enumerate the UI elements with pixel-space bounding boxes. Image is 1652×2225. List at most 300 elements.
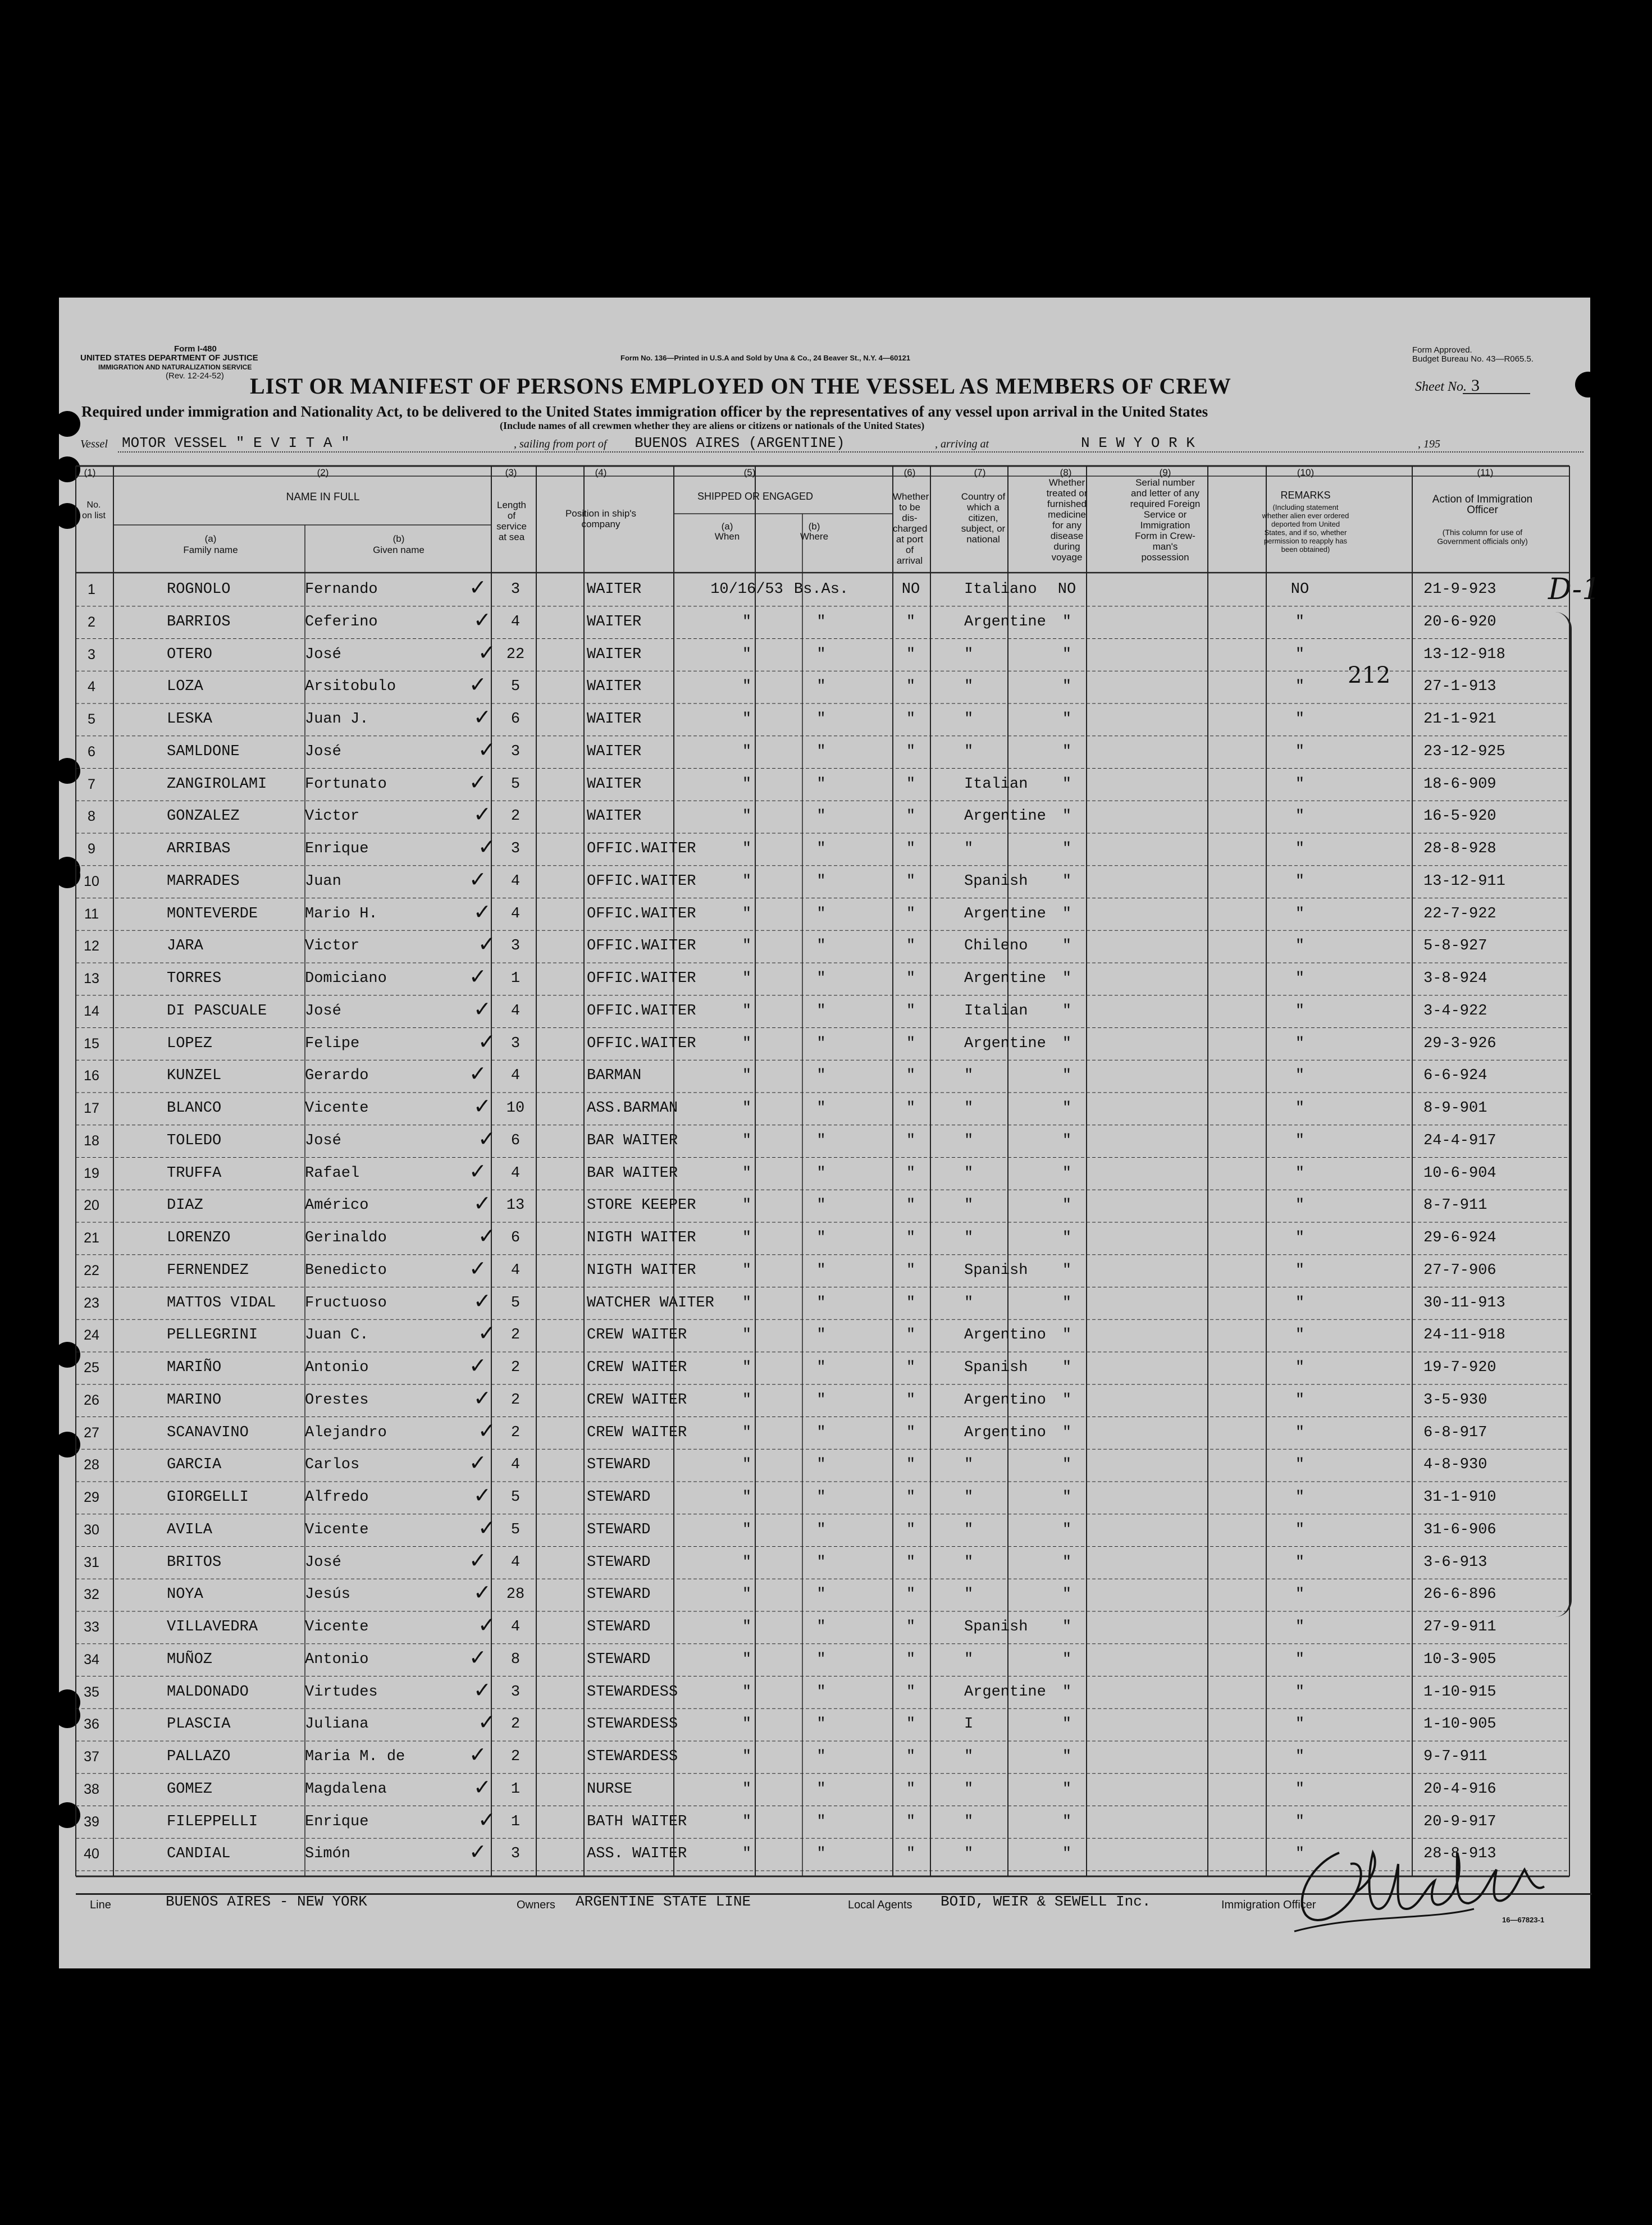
action: 10-6-904: [1423, 1164, 1496, 1182]
given-name: Rafael: [305, 1164, 360, 1182]
discharged: ": [906, 1489, 916, 1506]
row-number: 5: [88, 711, 95, 727]
shipped-when: ": [742, 1619, 752, 1635]
family-name: MONTEVERDE: [167, 905, 258, 922]
given-name: Antonio: [305, 1359, 369, 1376]
remarks: ": [1295, 1683, 1305, 1701]
remarks: ": [1295, 1424, 1305, 1441]
shipped-when: ": [742, 1683, 752, 1701]
action: 27-9-911: [1423, 1619, 1496, 1635]
discharged: ": [906, 970, 916, 987]
action: 8-7-911: [1423, 1197, 1487, 1214]
country: ": [964, 1100, 974, 1117]
given-name: Vicente: [305, 1619, 369, 1635]
medicine: ": [1062, 1489, 1072, 1506]
remarks: ": [1295, 1132, 1305, 1149]
family-name: LESKA: [167, 711, 213, 728]
header-when: When: [714, 531, 740, 542]
family-name: GIORGELLI: [167, 1489, 249, 1506]
country: Argentino: [964, 1424, 1046, 1441]
remarks: ": [1295, 1521, 1305, 1538]
family-name: MARRADES: [167, 872, 240, 890]
col-number-8: (8): [1060, 467, 1072, 478]
remarks: ": [1295, 711, 1305, 728]
position: STEWARD: [587, 1651, 651, 1668]
row-number: 20: [84, 1198, 99, 1214]
check-mark: ✓: [469, 1158, 487, 1184]
given-name: Ceferino: [305, 613, 378, 631]
col-number-10: (10): [1297, 467, 1315, 478]
position: WAITER: [587, 581, 642, 598]
check-mark: ✓: [473, 802, 491, 827]
check-mark: ✓: [469, 769, 487, 794]
col-number-5: (5): [743, 467, 756, 478]
position: STEWARD: [587, 1456, 651, 1474]
shipped-where: ": [816, 1197, 826, 1214]
position: STEWARD: [587, 1619, 651, 1635]
shipped-when: ": [742, 1035, 752, 1052]
given-name: Orestes: [305, 1391, 369, 1409]
medicine: ": [1062, 1067, 1072, 1085]
medicine: ": [1062, 1230, 1072, 1246]
check-mark: ✓: [473, 1288, 491, 1313]
header-serial: Serial number and letter of any required Foreign Service or Immigration Form in Crew- man's possession: [1130, 477, 1201, 563]
action: 23-12-925: [1423, 743, 1505, 760]
family-name: FERNENDEZ: [167, 1262, 249, 1279]
discharged: ": [906, 1391, 916, 1409]
check-mark: ✓: [473, 1385, 491, 1410]
discharged: ": [906, 1197, 916, 1214]
discharged: ": [906, 1035, 916, 1052]
country: ": [964, 1845, 974, 1863]
given-name: Américo: [305, 1197, 369, 1214]
remarks: ": [1295, 905, 1305, 922]
country: ": [964, 1132, 974, 1149]
length-of-service: 4: [510, 872, 521, 890]
shipped-where: ": [816, 1327, 826, 1344]
check-mark: ✓: [478, 1418, 496, 1443]
shipped-where: ": [816, 938, 826, 955]
shipped-where: ": [816, 678, 826, 696]
country: Argentine: [964, 970, 1046, 987]
row-number: 6: [88, 743, 95, 760]
country: Spanish: [964, 1619, 1028, 1635]
discharged: ": [906, 905, 916, 922]
discharged: ": [906, 1748, 916, 1765]
given-name: Simón: [305, 1845, 351, 1863]
remarks: ": [1295, 1456, 1305, 1474]
family-name: SCANAVINO: [167, 1424, 249, 1441]
discharged: ": [906, 1813, 916, 1830]
remarks: ": [1295, 1586, 1305, 1603]
col-number-2: (2): [317, 467, 329, 478]
discharged: ": [906, 938, 916, 955]
country: ": [964, 1294, 974, 1312]
shipped-where: ": [816, 1748, 826, 1765]
shipped-when: ": [742, 1489, 752, 1506]
header-discharged: Whether to be dis- charged at port of arrival: [893, 491, 929, 566]
shipped-when: ": [742, 1100, 752, 1117]
check-mark: ✓: [469, 866, 487, 892]
country: ": [964, 1813, 974, 1830]
position: CREW WAITER: [587, 1391, 687, 1409]
discharged: ": [906, 808, 916, 825]
position: WAITER: [587, 678, 642, 696]
action: 21-9-923: [1423, 581, 1496, 598]
year-label: , 195: [1418, 438, 1440, 450]
family-name: JARA: [167, 938, 203, 955]
position: STEWARD: [587, 1521, 651, 1538]
remarks: ": [1295, 1100, 1305, 1117]
remarks: ": [1295, 840, 1305, 857]
check-mark: ✓: [473, 1094, 491, 1118]
shipped-where: ": [816, 1651, 826, 1668]
footer-owners: ARGENTINE STATE LINE: [576, 1893, 751, 1910]
family-name: MATTOS VIDAL: [167, 1294, 276, 1312]
check-mark: ✓: [478, 1710, 496, 1735]
family-name: GARCIA: [167, 1456, 222, 1474]
position: STEWARDESS: [587, 1716, 678, 1733]
form-subtitle-note: (Include names of all crewmen whether they are aliens or citizens or nationals of the United States): [500, 420, 925, 431]
position: BAR WAITER: [587, 1132, 678, 1149]
medicine: ": [1062, 743, 1072, 760]
family-name: GOMEZ: [167, 1780, 213, 1798]
discharged: ": [906, 743, 916, 760]
given-name: Victor: [305, 938, 360, 955]
remarks: ": [1295, 1262, 1305, 1279]
header-length: Length of service at sea: [496, 500, 527, 542]
check-mark: ✓: [473, 1774, 491, 1799]
action: 10-3-905: [1423, 1651, 1496, 1668]
length-of-service: 4: [510, 1619, 521, 1635]
country: ": [964, 1456, 974, 1474]
country: Spanish: [964, 872, 1028, 890]
check-mark: ✓: [478, 1807, 496, 1832]
given-name: Victor: [305, 808, 360, 825]
action: 26-6-896: [1423, 1586, 1496, 1603]
given-name: Fructuoso: [305, 1294, 387, 1312]
country: ": [964, 1554, 974, 1571]
discharged: ": [906, 1586, 916, 1603]
row-number: 15: [84, 1035, 99, 1052]
action: 28-8-913: [1423, 1845, 1496, 1863]
medicine: ": [1062, 938, 1072, 955]
discharged: ": [906, 1294, 916, 1312]
country: Argentino: [964, 1391, 1046, 1409]
country: ": [964, 678, 974, 696]
row-number: 24: [84, 1327, 99, 1344]
shipped-where: ": [816, 808, 826, 825]
given-name: José: [305, 1554, 341, 1571]
shipped-where: Bs.As.: [793, 581, 849, 598]
family-name: DI PASCUALE: [167, 1002, 267, 1020]
discharged: ": [906, 1132, 916, 1149]
shipped-where: ": [816, 970, 826, 987]
position: ASS.BARMAN: [587, 1100, 678, 1117]
col-number-7: (7): [974, 467, 986, 478]
family-name: ZANGIROLAMI: [167, 775, 267, 793]
row-number: 7: [88, 776, 95, 792]
shipped-when: ": [742, 1780, 752, 1798]
shipped-when: ": [742, 1164, 752, 1182]
position: STEWARD: [587, 1586, 651, 1603]
officer-signature: [1289, 1830, 1553, 1943]
discharged: ": [906, 1100, 916, 1117]
action: 29-6-924: [1423, 1230, 1496, 1246]
action: 24-4-917: [1423, 1132, 1496, 1149]
family-name: MUÑOZ: [167, 1651, 213, 1668]
position: BATH WAITER: [587, 1813, 687, 1830]
vessel-label: Vessel: [80, 438, 108, 450]
action: 31-1-910: [1423, 1489, 1496, 1506]
discharged: ": [906, 840, 916, 857]
shipped-where: ": [816, 1391, 826, 1409]
length-of-service: 2: [510, 1327, 521, 1344]
check-mark: ✓: [478, 1321, 496, 1346]
given-name: Enrique: [305, 1813, 369, 1830]
shipped-where: ": [816, 840, 826, 857]
remarks: ": [1295, 1780, 1305, 1798]
discharged: ": [906, 1262, 916, 1279]
check-mark: ✓: [469, 964, 487, 989]
arriving-port: N E W Y O R K: [1081, 435, 1195, 451]
position: STEWARD: [587, 1489, 651, 1506]
shipped-when: ": [742, 775, 752, 793]
header-shipped: SHIPPED OR ENGAGED: [697, 491, 814, 502]
col-number-11: (11): [1477, 467, 1494, 478]
length-of-service: 4: [510, 1067, 521, 1085]
discharged: ": [906, 1651, 916, 1668]
discharged: ": [906, 872, 916, 890]
remarks: ": [1295, 1164, 1305, 1182]
check-mark: ✓: [473, 996, 491, 1021]
handwritten-mark: D-1: [1548, 573, 1601, 606]
shipped-where: ": [816, 1132, 826, 1149]
row-number: 38: [84, 1781, 99, 1797]
length-of-service: 6: [510, 1230, 521, 1246]
position: CREW WAITER: [587, 1327, 687, 1344]
shipped-when: ": [742, 872, 752, 890]
position: WAITER: [587, 613, 642, 631]
remarks: ": [1295, 1002, 1305, 1020]
shipped-where: ": [816, 1489, 826, 1506]
remarks: ": [1295, 678, 1305, 696]
position: STEWARDESS: [587, 1748, 678, 1765]
discharged: ": [906, 1780, 916, 1798]
family-name: AVILA: [167, 1521, 213, 1538]
medicine: ": [1062, 1164, 1072, 1182]
position: STEWARDESS: [587, 1683, 678, 1701]
medicine: ": [1062, 1845, 1072, 1863]
check-mark: ✓: [469, 1450, 487, 1475]
medicine: ": [1062, 1359, 1072, 1376]
given-name: Juan: [305, 872, 341, 890]
given-name: Jesús: [305, 1586, 351, 1603]
remarks: ": [1295, 613, 1305, 631]
country: Argentino: [964, 1327, 1046, 1344]
length-of-service: 2: [510, 808, 521, 825]
remarks: ": [1295, 808, 1305, 825]
position: WAITER: [587, 808, 642, 825]
family-name: KUNZEL: [167, 1067, 222, 1085]
medicine: ": [1062, 1002, 1072, 1020]
action: 21-1-921: [1423, 711, 1496, 728]
shipped-where: ": [816, 1521, 826, 1538]
shipped-when: ": [742, 1262, 752, 1279]
col-number-6: (6): [903, 467, 916, 478]
remarks: ": [1295, 1748, 1305, 1765]
given-name: Juan C.: [305, 1327, 369, 1344]
position: OFFIC.WAITER: [587, 970, 696, 987]
length-of-service: 4: [510, 1164, 521, 1182]
check-mark: ✓: [478, 931, 496, 957]
shipped-where: ": [816, 1035, 826, 1052]
header-action: Action of Immigration Officer: [1432, 494, 1533, 516]
position: BARMAN: [587, 1067, 642, 1085]
row-number: 11: [84, 906, 99, 922]
shipped-when: ": [742, 1391, 752, 1409]
family-name: PELLEGRINI: [167, 1327, 258, 1344]
discharged: ": [906, 1230, 916, 1246]
medicine: ": [1062, 840, 1072, 857]
length-of-service: 1: [510, 1780, 521, 1798]
length-of-service: 4: [510, 1456, 521, 1474]
country: ": [964, 1780, 974, 1798]
position: OFFIC.WAITER: [587, 840, 696, 857]
department-name: UNITED STATES DEPARTMENT OF JUSTICE: [80, 353, 258, 363]
medicine: ": [1062, 808, 1072, 825]
medicine: ": [1062, 1262, 1072, 1279]
action: 20-4-916: [1423, 1780, 1496, 1798]
family-name: BLANCO: [167, 1100, 222, 1117]
remarks: NO: [1290, 581, 1309, 598]
remarks: ": [1295, 1035, 1305, 1052]
check-mark: ✓: [478, 1612, 496, 1637]
shipped-where: ": [816, 1424, 826, 1441]
check-mark: ✓: [478, 1029, 496, 1054]
remarks: ": [1295, 970, 1305, 987]
position: OFFIC.WAITER: [587, 1002, 696, 1020]
given-name: Maria M. de: [305, 1748, 405, 1765]
action: 27-1-913: [1423, 678, 1496, 696]
shipped-where: ": [816, 1683, 826, 1701]
medicine: ": [1062, 1683, 1072, 1701]
header-name-in-full: NAME IN FULL: [286, 491, 360, 503]
shipped-where: ": [816, 1813, 826, 1830]
position: OFFIC.WAITER: [587, 905, 696, 922]
medicine: ": [1062, 970, 1072, 987]
row-number: 2: [88, 614, 95, 630]
shipped-when: ": [742, 1424, 752, 1441]
row-number: 9: [88, 841, 95, 857]
shipped-when: ": [742, 1067, 752, 1085]
length-of-service: 3: [510, 938, 521, 955]
col-number-4: (4): [595, 467, 607, 478]
length-of-service: 6: [510, 711, 521, 728]
footer-owners-label: Owners: [517, 1899, 555, 1911]
service-name: IMMIGRATION AND NATURALIZATION SERVICE: [98, 363, 252, 371]
shipped-where: ": [816, 905, 826, 922]
given-name: Virtudes: [305, 1683, 378, 1701]
country: Argentine: [964, 808, 1046, 825]
length-of-service: 5: [510, 1294, 521, 1312]
shipped-where: ": [816, 1554, 826, 1571]
remarks: ": [1295, 1391, 1305, 1409]
medicine: ": [1062, 711, 1072, 728]
position: OFFIC.WAITER: [587, 938, 696, 955]
check-mark: ✓: [473, 1191, 491, 1216]
family-name: NOYA: [167, 1586, 203, 1603]
family-name: BARRIOS: [167, 613, 231, 631]
header-where-b: (b): [808, 521, 820, 532]
length-of-service: 1: [510, 1813, 521, 1830]
family-name: LORENZO: [167, 1230, 231, 1246]
footer-agents-label: Local Agents: [848, 1899, 912, 1911]
medicine: ": [1062, 1424, 1072, 1441]
header-country: Country of which a citizen, subject, or national: [961, 491, 1006, 545]
footer-line-label: Line: [90, 1899, 111, 1911]
discharged: ": [906, 1424, 916, 1441]
length-of-service: 4: [510, 905, 521, 922]
shipped-when: ": [742, 1521, 752, 1538]
row-number: 26: [84, 1392, 99, 1408]
country: ": [964, 711, 974, 728]
row-number: 14: [84, 1003, 99, 1019]
action: 9-7-911: [1423, 1748, 1487, 1765]
country: ": [964, 1521, 974, 1538]
given-name: Felipe: [305, 1035, 360, 1052]
row-number: 34: [84, 1651, 99, 1667]
country: Italian: [964, 1002, 1028, 1020]
action: 3-5-930: [1423, 1391, 1487, 1409]
medicine: ": [1062, 1554, 1072, 1571]
shipped-where: ": [816, 1619, 826, 1635]
position: STEWARD: [587, 1554, 651, 1571]
length-of-service: 3: [510, 1035, 521, 1052]
discharged: ": [906, 613, 916, 631]
length-of-service: 3: [510, 581, 521, 598]
shipped-where: ": [816, 1716, 826, 1733]
shipped-when: ": [742, 1197, 752, 1214]
form-subtitle: Required under immigration and Nationality Act, to be delivered to the United States immigration officer by the representatives of any vessel upon arrival in the United States: [81, 403, 1208, 420]
given-name: Vicente: [305, 1100, 369, 1117]
row-number: 4: [88, 679, 95, 695]
discharged: ": [906, 678, 916, 696]
country: ": [964, 1067, 974, 1085]
action: 8-9-901: [1423, 1100, 1487, 1117]
remarks: ": [1295, 1489, 1305, 1506]
medicine: ": [1062, 775, 1072, 793]
action: 3-4-922: [1423, 1002, 1487, 1020]
country: ": [964, 1230, 974, 1246]
remarks: ": [1295, 1359, 1305, 1376]
medicine: ": [1062, 1651, 1072, 1668]
shipped-where: ": [816, 1294, 826, 1312]
medicine: ": [1062, 905, 1072, 922]
discharged: ": [906, 711, 916, 728]
check-mark: ✓: [473, 1580, 491, 1605]
check-mark: ✓: [469, 1547, 487, 1573]
row-number: 1: [88, 582, 95, 597]
medicine: ": [1062, 1716, 1072, 1733]
given-name: Juliana: [305, 1716, 369, 1733]
given-name: José: [305, 1002, 341, 1020]
row-number: 21: [84, 1230, 99, 1246]
discharged: ": [906, 1327, 916, 1344]
medicine: ": [1062, 1456, 1072, 1474]
row-number: 30: [84, 1522, 99, 1538]
row-number: 35: [84, 1684, 99, 1700]
